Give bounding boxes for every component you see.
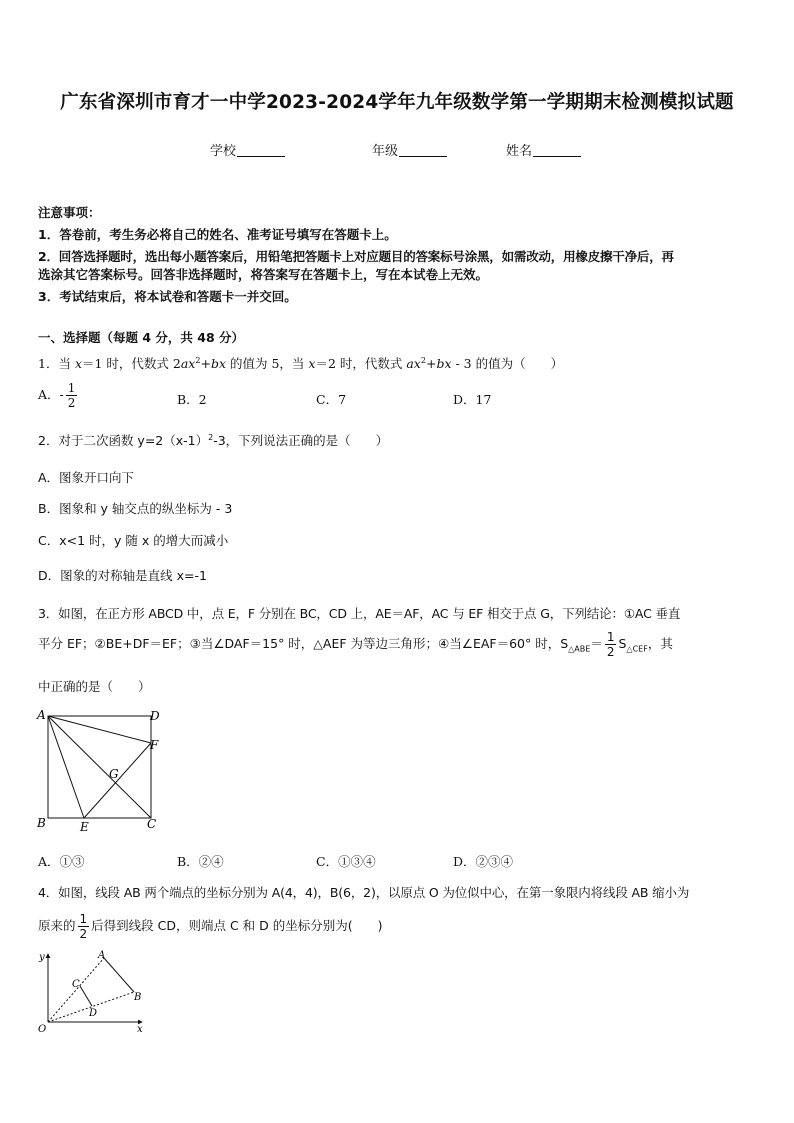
q3-option-c[interactable]: C．①③④ [316,854,376,869]
segment-cd [80,986,92,1006]
label-d: D [150,709,160,723]
label-x-axis: x [137,1024,143,1035]
q3-option-d[interactable]: D．②③④ [453,854,514,869]
notice-heading: 注意事项： [38,205,101,220]
label-c: C [72,979,80,990]
school-field[interactable] [210,140,285,159]
q1-option-a[interactable]: A．- $\frac{1}{2}$ [38,381,76,410]
q3-option-b[interactable]: B．②④ [177,854,224,869]
segment-af [48,716,151,743]
label-origin: O [38,1024,47,1035]
label-a: A [37,708,46,722]
question-3-line-1: 3．如图，在正方形 ABCD 中，点 E，F 分别在 BC，CD 上，AE＝AF，AC 与 EF 相交于点 G，下列结论：①AC 垂直 [38,606,681,621]
q2-option-c[interactable]: C．x<1 时，y 随 x 的增大而减小 [38,533,229,548]
label-y-axis: y [39,952,45,963]
label-e: E [80,820,89,834]
notice-item: 2．回答选择题时，选出每小题答案后，用铅笔把答题卡上对应题目的答案标号涂黑，如需改动，用橡皮擦干净后，再 [38,249,674,264]
grade-blank[interactable] [399,143,447,157]
school-label: 学校 [210,144,237,159]
name-blank[interactable] [533,143,581,157]
q3-option-a[interactable]: A．①③ [38,854,85,869]
grade-field[interactable] [372,140,447,159]
q1-option-d[interactable]: D．17 [453,392,492,407]
segment-ab [104,958,134,992]
question-4-line-2: 原来的 $\frac{1}{2}$ 后得到线段 CD，则端点 C 和 D 的坐标分别为( ) [38,912,383,941]
label-b: B [134,992,142,1003]
notice-item: 选涂其它答案标号。回答非选择题时，将答案写在答题卡上，写在本试卷上无效。 [38,267,489,282]
question-2-stem: 2．对于二次函数 $y=2(x-1)^2-3$，下列说法正确的是（ ） [38,433,389,448]
grade-label: 年级 [372,144,399,159]
q2-option-a[interactable]: A．图象开口向下 [38,470,135,485]
label-g: G [109,767,119,781]
q1-option-b[interactable]: B．2 [177,392,207,407]
notice-item: 1．答卷前，考生务必将自己的姓名、准考证号填写在答题卡上。 [38,227,397,242]
question-3-line-2: 平分 EF；②BE+DF＝EF；③当∠DAF＝15° 时，△AEF 为等边三角形；④当∠EAF＝60° 时，$S_{\triangle ABE}=$ $\frac{1}{2}$ $S_{\triangle CEF}$，其 [38,630,673,659]
question-4-line-1: 4．如图，线段 AB 两个端点的坐标分别为 A(4，4)，B(6，2)，以原点 O 为位似中心，在第一象限内将线段 AB 缩小为 [38,885,690,900]
label-d: D [89,1008,98,1019]
exam-title: 广东省深圳市育才一中学2023-2024学年九年级数学第一学期期末检测模拟试题 [60,92,734,113]
q1-option-c[interactable]: C．7 [316,392,347,407]
segment-ac [48,716,151,818]
label-c: C [147,817,157,831]
coordinate-figure [34,948,152,1036]
name-field[interactable] [506,140,581,159]
square-figure [34,706,164,836]
label-f: F [150,738,159,752]
label-a: A [98,950,106,961]
section-heading: 一、选择题（每题 4 分，共 48 分） [38,330,245,345]
q2-option-b[interactable]: B．图象和 y 轴交点的纵坐标为 - 3 [38,501,233,516]
question-1-stem: 1．当 x＝1 时，代数式 $2ax^2+bx$ 的值为 5，当 x＝2 时，代数式 $ax^2+bx - 3$ 的值为（ ） [38,356,564,371]
q2-option-d[interactable]: D．图象的对称轴是直线 x=-1 [38,568,207,583]
question-3-line-3: 中正确的是（ ） [38,679,151,694]
notice-item: 3．考试结束后，将本试卷和答题卡一并交回。 [38,289,297,304]
segment-ae [48,716,84,818]
name-label: 姓名 [506,144,533,159]
label-b: B [37,816,46,830]
school-blank[interactable] [237,143,285,157]
